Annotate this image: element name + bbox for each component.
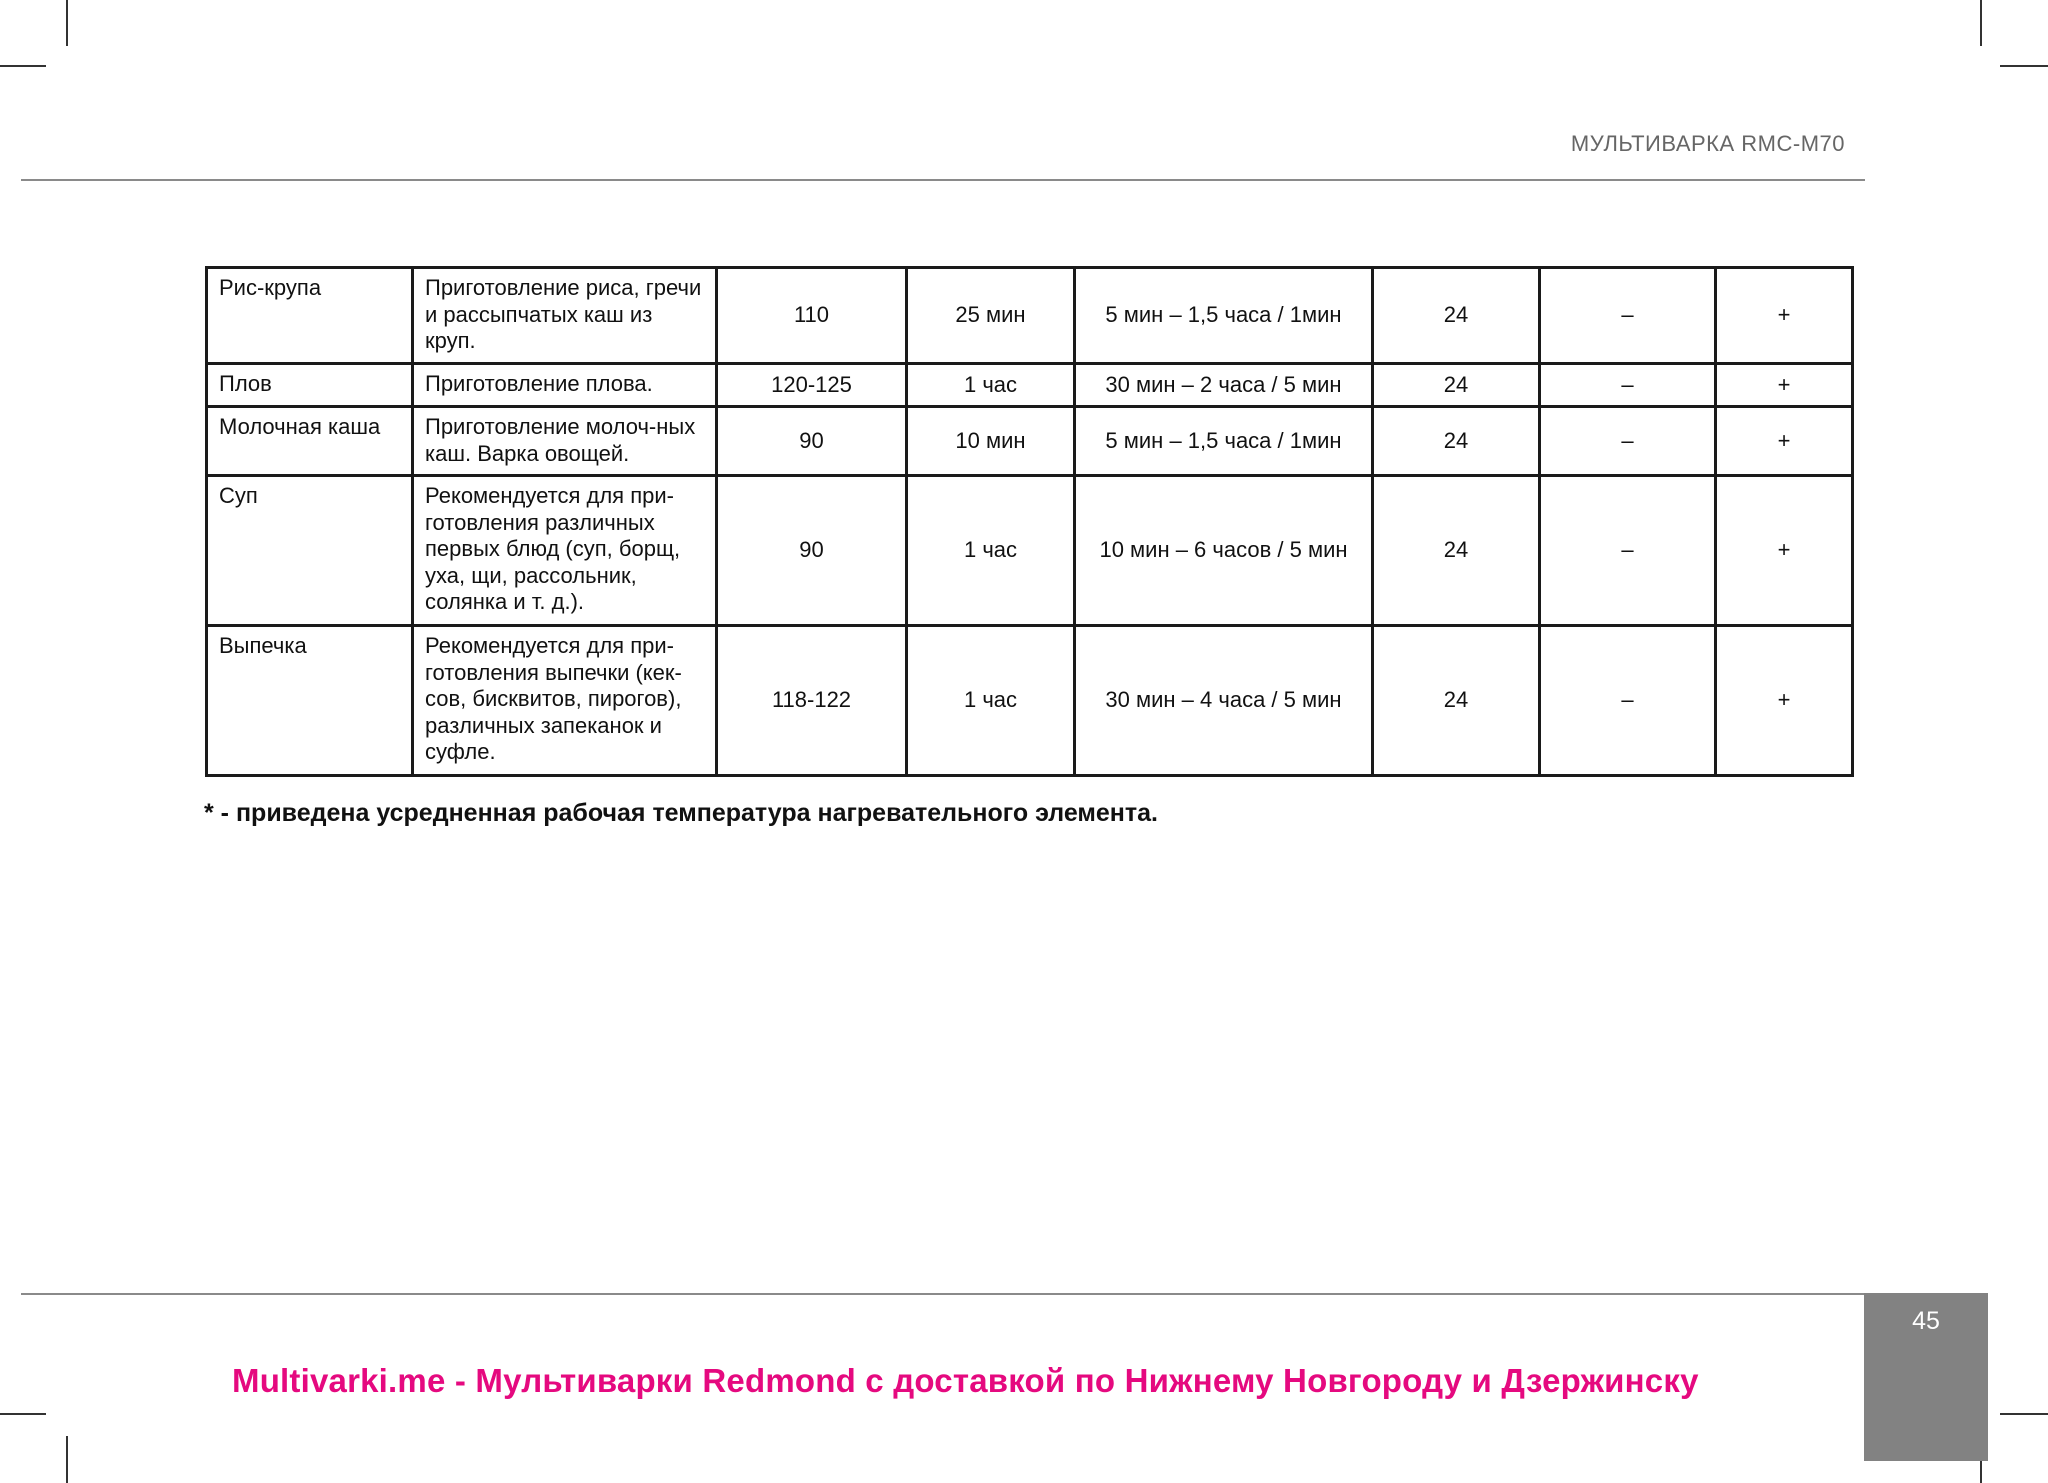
page-header-title: МУЛЬТИВАРКА RMC-M70 bbox=[1570, 131, 1845, 156]
mode-delay-hours: 24 bbox=[1373, 626, 1540, 776]
table-row bbox=[207, 407, 1853, 476]
mode-option-b: + bbox=[1716, 476, 1853, 626]
mode-default-time: 10 мин bbox=[907, 407, 1075, 476]
page-number-box bbox=[1864, 1293, 1988, 1461]
crop-mark bbox=[1980, 0, 1982, 46]
cooking-modes-table bbox=[205, 266, 1854, 777]
mode-delay-hours: 24 bbox=[1373, 407, 1540, 476]
header-rule bbox=[21, 179, 1865, 181]
crop-mark bbox=[2000, 65, 2048, 67]
mode-option-a: – bbox=[1540, 364, 1716, 407]
table-row bbox=[207, 476, 1853, 626]
mode-description: Приготовление плова. bbox=[413, 364, 717, 407]
mode-delay-hours: 24 bbox=[1373, 364, 1540, 407]
mode-time-range: 30 мин – 4 часа / 5 мин bbox=[1075, 626, 1373, 776]
crop-mark bbox=[66, 0, 68, 46]
mode-time-range: 5 мин – 1,5 часа / 1мин bbox=[1075, 407, 1373, 476]
mode-temperature: 110 bbox=[717, 268, 907, 364]
mode-temperature: 90 bbox=[717, 407, 907, 476]
mode-name: Рис-крупа bbox=[207, 268, 413, 364]
mode-description: Приготовление риса, гречи и рассыпчатых каш из круп. bbox=[413, 268, 717, 364]
mode-name: Выпечка bbox=[207, 626, 413, 776]
crop-mark bbox=[0, 1413, 46, 1415]
mode-time-range: 5 мин – 1,5 часа / 1мин bbox=[1075, 268, 1373, 364]
mode-description: Рекомендуется для при-готовления различных первых блюд (суп, борщ, уха, щи, рассольник, солянка и т. д.). bbox=[413, 476, 717, 626]
mode-option-b: + bbox=[1716, 268, 1853, 364]
mode-option-b: + bbox=[1716, 407, 1853, 476]
promo-banner: Multivarki.me - Мультиварки Redmond с доставкой по Нижнему Новгороду и Дзержинску bbox=[232, 1362, 1699, 1399]
footer-rule bbox=[21, 1293, 1865, 1295]
mode-description: Рекомендуется для при-готовления выпечки (кек-сов, бисквитов, пирогов), различных запеканок и суфле. bbox=[413, 626, 717, 776]
mode-default-time: 1 час bbox=[907, 364, 1075, 407]
mode-option-b: + bbox=[1716, 626, 1853, 776]
page-number: 45 bbox=[1912, 1307, 1940, 1335]
table-row bbox=[207, 626, 1853, 776]
crop-mark bbox=[66, 1436, 68, 1483]
mode-option-a: – bbox=[1540, 268, 1716, 364]
mode-delay-hours: 24 bbox=[1373, 268, 1540, 364]
mode-default-time: 1 час bbox=[907, 476, 1075, 626]
mode-option-a: – bbox=[1540, 476, 1716, 626]
mode-delay-hours: 24 bbox=[1373, 476, 1540, 626]
mode-default-time: 1 час bbox=[907, 626, 1075, 776]
crop-mark bbox=[0, 65, 46, 67]
mode-temperature: 120-125 bbox=[717, 364, 907, 407]
mode-option-b: + bbox=[1716, 364, 1853, 407]
mode-name: Молочная каша bbox=[207, 407, 413, 476]
mode-time-range: 10 мин – 6 часов / 5 мин bbox=[1075, 476, 1373, 626]
table-row bbox=[207, 364, 1853, 407]
mode-description: Приготовление молоч-ных каш. Варка овощей. bbox=[413, 407, 717, 476]
mode-default-time: 25 мин bbox=[907, 268, 1075, 364]
crop-mark bbox=[2000, 1413, 2048, 1415]
mode-name: Плов bbox=[207, 364, 413, 407]
mode-temperature: 90 bbox=[717, 476, 907, 626]
table-footnote: * - приведена усредненная рабочая температура нагревательного элемента. bbox=[204, 799, 1158, 827]
mode-option-a: – bbox=[1540, 407, 1716, 476]
mode-option-a: – bbox=[1540, 626, 1716, 776]
mode-name: Суп bbox=[207, 476, 413, 626]
mode-time-range: 30 мин – 2 часа / 5 мин bbox=[1075, 364, 1373, 407]
mode-temperature: 118-122 bbox=[717, 626, 907, 776]
table-row bbox=[207, 268, 1853, 364]
